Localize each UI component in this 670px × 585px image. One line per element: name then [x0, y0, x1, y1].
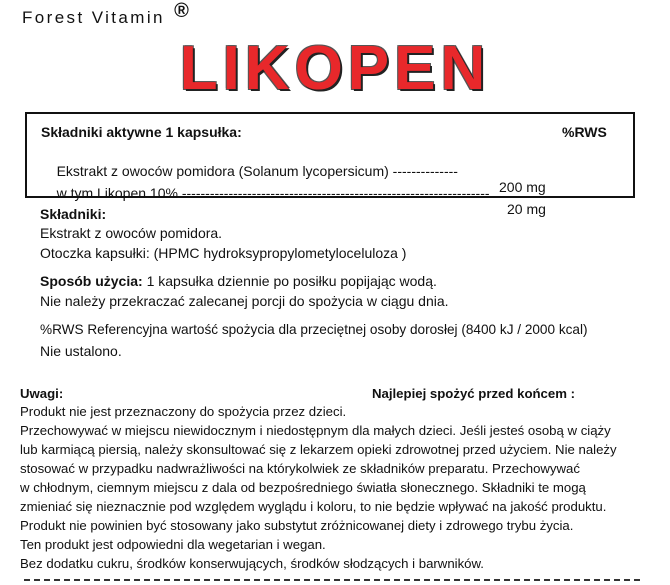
usage-text: 1 kapsułka dziennie po posiłku popijając wodą. [142, 273, 437, 289]
brand-name: Forest Vitamin ® [22, 0, 189, 27]
warning-line: Produkt nie jest przeznaczony do spożycia przez dzieci. [20, 404, 347, 419]
registered-mark-icon: ® [174, 0, 189, 22]
best-before-label: Najlepiej spożyć przed końcem : [372, 386, 576, 401]
ingredients-title: Składniki: [40, 206, 107, 222]
product-title: LIKOPEN [179, 34, 491, 103]
cut-line-divider [24, 579, 640, 581]
warning-line: Przechowywać w miejscu niewidocznym i niedostępnym dla małych dzieci. Jeśli jesteś osobą w ciąży [20, 423, 611, 438]
active-ingredients-box [25, 112, 635, 217]
active-ingredients-header: Składniki aktywne 1 kapsułka: [41, 124, 242, 140]
active-row-name: Ekstrakt z owoców pomidora (Solanum lycopersicum) -------------- [56, 163, 458, 179]
warning-line: lub karmiącą piersią, należy skonsultować się z lekarzem opieki zdrowotnej przed użyciem. Nie należy [20, 442, 617, 457]
rws-note: Nie ustalono. [40, 343, 122, 359]
usage-line: Nie należy przekraczać zalecanej porcji do spożycia w ciągu dnia. [40, 293, 449, 309]
warning-line: zmieniać się nieznacznie pod względem wyglądu i koloru, to nie będzie wpływać na jakość produktu. [20, 499, 607, 514]
warning-line: stosować w przypadku nadwrażliwości na którykolwiek ze składników preparatu. Przechowywać [20, 461, 580, 476]
warnings-title: Uwagi: [20, 386, 64, 401]
warning-line: Produkt nie powinien być stosowany jako substytut zróżnicowanej diety i zdrowego trybu życia. [20, 518, 574, 533]
warning-line: Bez dodatku cukru, środków konserwujących, środków słodzących i barwników. [20, 556, 484, 571]
active-row-value: 200 mg [499, 179, 546, 195]
rws-note: %RWS Referencyjna wartość spożycia dla przeciętnej osoby dorosłej (8400 kJ / 2000 kcal) [40, 322, 588, 337]
active-row-value: 20 mg [507, 201, 546, 217]
ingredients-line: Ekstrakt z owoców pomidora. [40, 225, 223, 241]
warning-line: w chłodnym, ciemnym miejscu z dala od bezpośredniego światła słonecznego. Składniki te mogą [20, 480, 586, 495]
ingredients-line: Otoczka kapsułki: (HPMC hydroksypropylometyloceluloza ) [40, 245, 407, 261]
usage-line [40, 273, 437, 289]
usage-label: Sposób użycia: [40, 273, 143, 289]
rws-header: %RWS [562, 124, 607, 140]
active-row-name: w tym Likopen 10% ------------------------------------------------------------------ [56, 185, 490, 201]
warning-line: Ten produkt jest odpowiedni dla wegetarian i wegan. [20, 537, 326, 552]
